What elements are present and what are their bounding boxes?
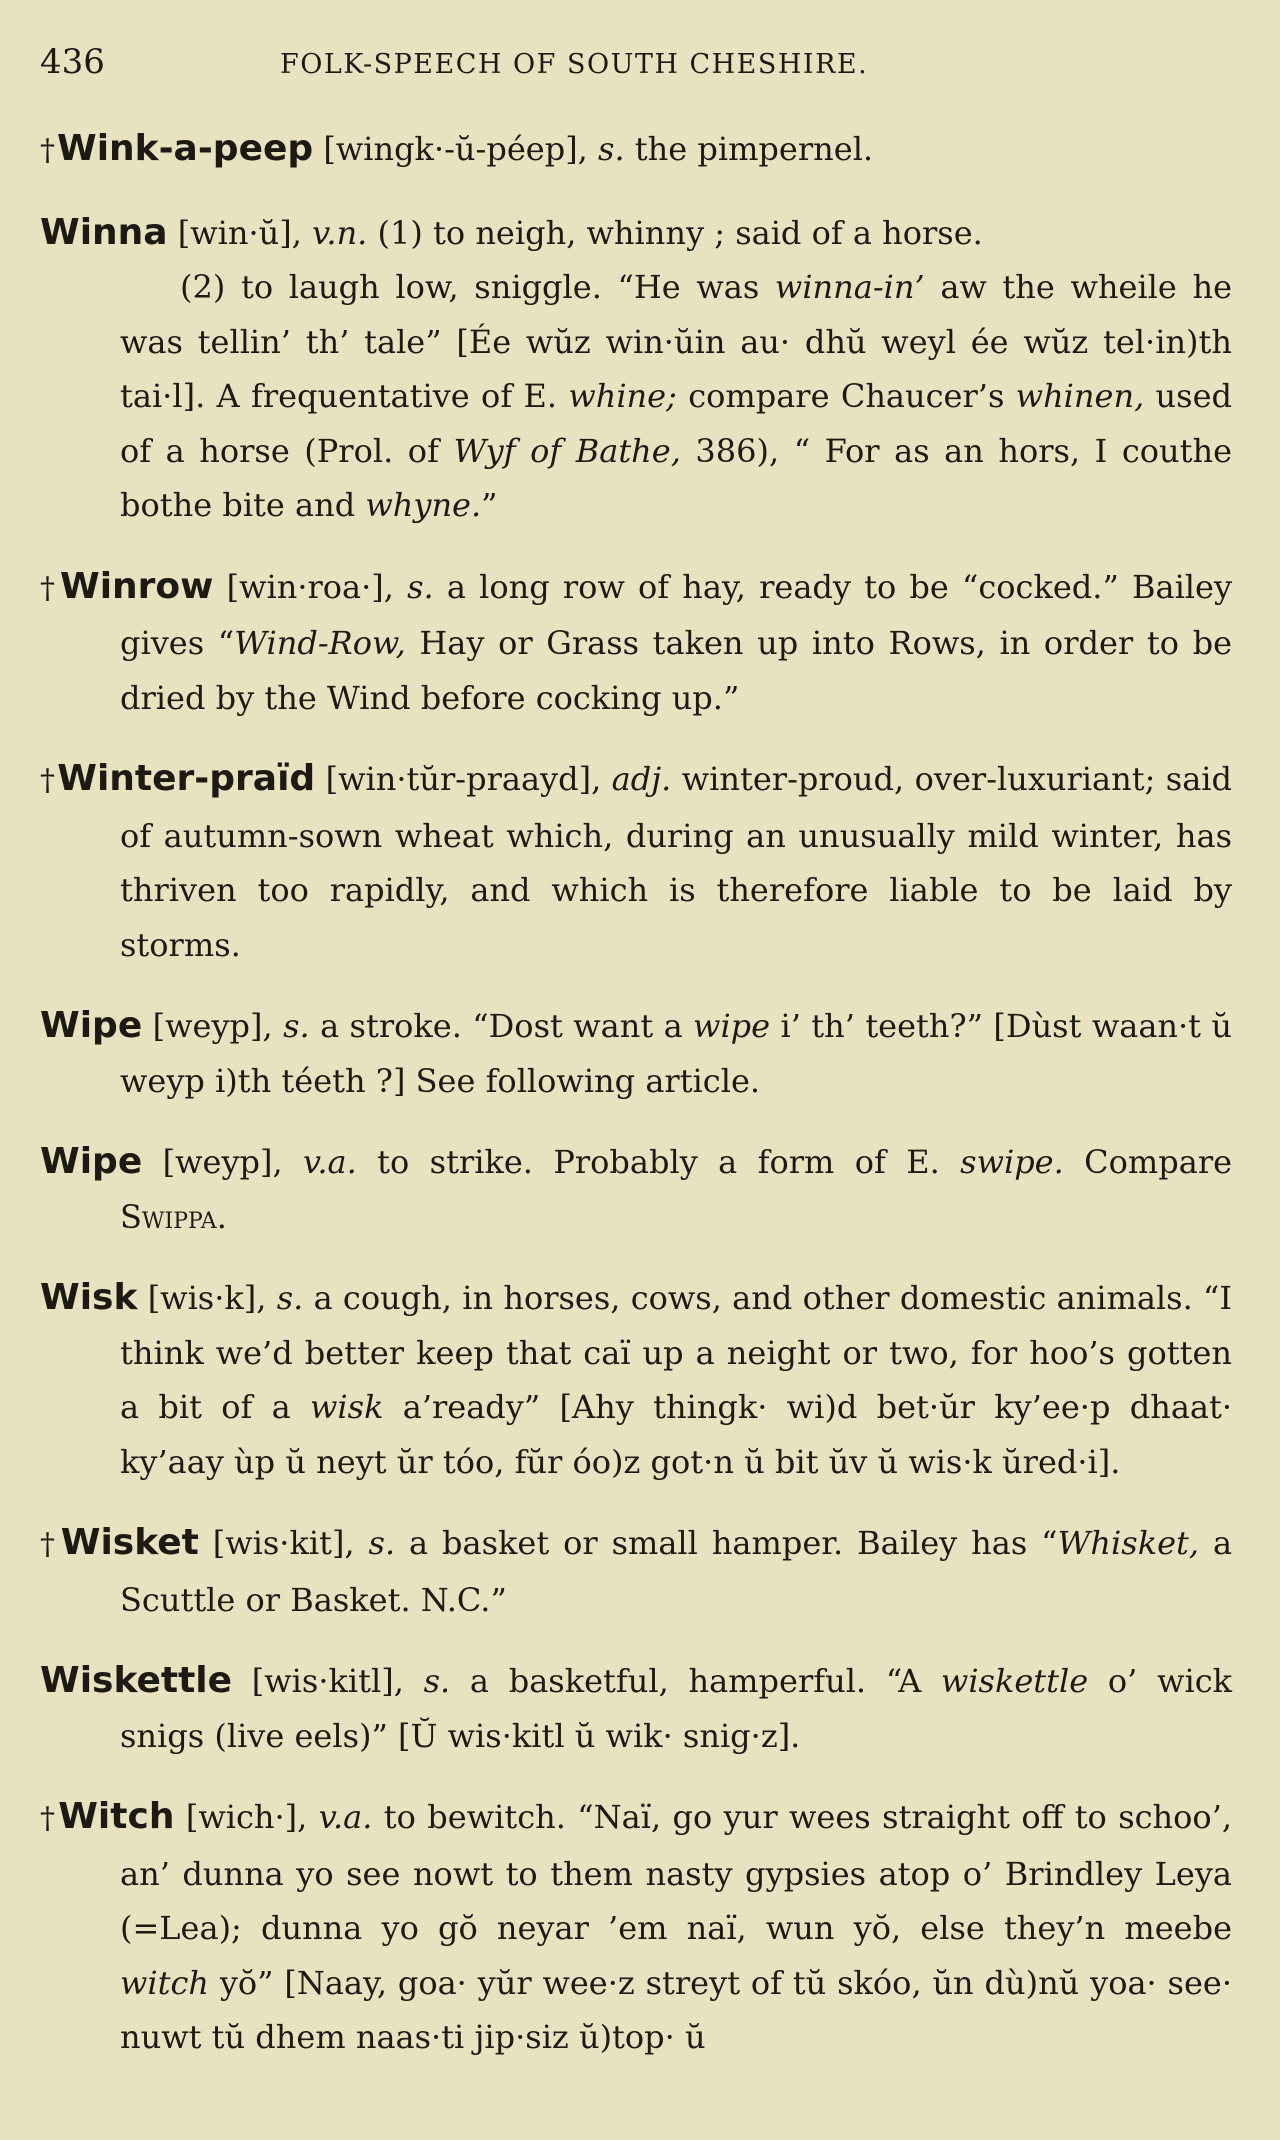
headword: Wisk <box>40 1277 138 1318</box>
dagger-mark: † <box>40 570 58 606</box>
definition: winter-proud, over-luxuriant; said of autumn-sown wheat which, during an unusually mild winter, has thriven too rapidly, and which is therefore liable to be laid by storms. <box>120 760 1232 964</box>
part-of-speech: s. <box>598 130 625 168</box>
headword: Winna <box>40 211 168 253</box>
part-of-speech: s. <box>407 567 434 606</box>
pronunciation: [win·roa·], <box>226 567 394 606</box>
entry-witch: †Witch [wich·], v.a. to bewitch. “Naï, go yur wees straight off to schoo’, an’ dunna yo see nowt to them nasty gypsies atop o’ Brindley Leya (=Lea); dunna yo gŏ neyar ’em naï, wun yŏ, else they’n meebe witch yŏ” [Naay, goa· yŭr wee·z streyt of tŭ skóo, ŭn dù)nŭ yoa· see· nuwt tŭ dhem naas·ti jip·siz ŭ)top· ŭ <box>40 1796 1233 2056</box>
entry-wisk: Wisk [wis·k], s. a cough, in horses, cows, and other domestic animals. “I think we’d better keep that caï up a neight or two, for hoo’s gotten a bit of a wisk a’ready” [Ahy thingk· wi)d bet·ŭr ky’ee·p dhaat· ky’aay ùp ŭ neyt ŭr tóo, fŭr óo)z got·n ŭ bit ŭv ŭ wis·k ŭred·i]. <box>40 1277 1233 1481</box>
part-of-speech: s. <box>423 1662 451 1700</box>
pronunciation: [weyp], <box>152 1007 273 1045</box>
entry-winna-sense-2: (2) to laugh low, sniggle. “He was winna-in’ aw the wheile he was tellin’ th’ tale” [Ée wŭz win·ŭin au· dhŭ weyl ée wŭz tel·in)th tai·l]. A frequentative of E. whine; compare Chaucer’s whinen, used of a horse (Prol. of Wyf of Bathe, 386), “ For as an hors, I couthe bothe bite and whyne.” <box>120 268 1233 524</box>
headword: Wisket <box>60 1522 199 1563</box>
running-title: FOLK-SPEECH OF SOUTH CHESHIRE. <box>280 49 869 80</box>
dagger-mark: † <box>40 1527 59 1562</box>
cross-reference: Swippa. <box>120 1197 227 1236</box>
running-head <box>40 42 1232 92</box>
definition: the pimpernel. <box>634 130 874 168</box>
pronunciation: [wis·k], <box>147 1279 267 1317</box>
pronunciation: [wich·], <box>185 1798 308 1836</box>
dagger-mark: † <box>40 1801 57 1836</box>
entry-wipe-verb: Wipe [weyp], v.a. to strike. Probably a form of E. swipe. Compare Swippa. <box>40 1141 1233 1236</box>
entry-wiskettle: Wiskettle [wis·kitl], s. a basketful, hamperful. “A wiskettle o’ wick snigs (live eels)” [Ŭ wis·kitl ŭ wik· snig·z]. <box>40 1660 1233 1755</box>
entry-wipe-noun: Wipe [weyp], s. a stroke. “Dost want a wipe i’ th’ teeth?” [Dùst waan·t ŭ weyp i)th téeth ?] See following article. <box>40 1005 1233 1100</box>
pronunciation: [wis·kitl], <box>251 1662 404 1700</box>
pronunciation: [weyp], <box>162 1143 283 1181</box>
entry-winrow: †Winrow [win·roa·], s. a long row of hay, ready to be “cocked.” Bailey gives “Wind-Row, Hay or Grass taken up into Rows, in order to be dried by the Wind before cocking up.” <box>40 565 1233 717</box>
part-of-speech: v.n. <box>312 213 368 252</box>
dagger-mark: † <box>40 133 55 168</box>
pronunciation: [win·ŭ], <box>177 213 302 252</box>
headword: Wink-a-peep <box>57 128 314 169</box>
pronunciation: [win·tŭr-praayd], <box>325 760 602 798</box>
headword: Wipe <box>40 1005 143 1046</box>
part-of-speech: s. <box>283 1007 310 1045</box>
headword: Winter-praïd <box>57 758 316 799</box>
definition: (1) to neigh, whinny ; said of a horse. <box>377 213 983 252</box>
headword: Witch <box>58 1796 175 1837</box>
page-number: 436 <box>40 42 105 82</box>
dagger-mark: † <box>40 763 56 798</box>
entry-wink-a-peep <box>40 122 1232 179</box>
pronunciation: [wis·kit], <box>212 1524 355 1562</box>
part-of-speech: v.a. <box>303 1143 357 1181</box>
part-of-speech: v.a. <box>318 1798 373 1836</box>
headword: Winrow <box>60 565 214 607</box>
entry-winna <box>40 206 1232 261</box>
part-of-speech: adj. <box>611 760 672 798</box>
headword: Wiskettle <box>40 1660 233 1701</box>
dictionary-entries <box>40 122 1232 2065</box>
part-of-speech: s. <box>368 1524 396 1562</box>
pronunciation: [wingk·-ŭ-péep], <box>323 130 588 168</box>
headword: Wipe <box>40 1141 143 1182</box>
entry-winter-praid <box>40 752 1232 972</box>
part-of-speech: s. <box>276 1279 304 1317</box>
entry-wisket: †Wisket [wis·kit], s. a basket or small hamper. Bailey has “Whisket, a Scuttle or Basket. N.C.” <box>40 1522 1233 1619</box>
